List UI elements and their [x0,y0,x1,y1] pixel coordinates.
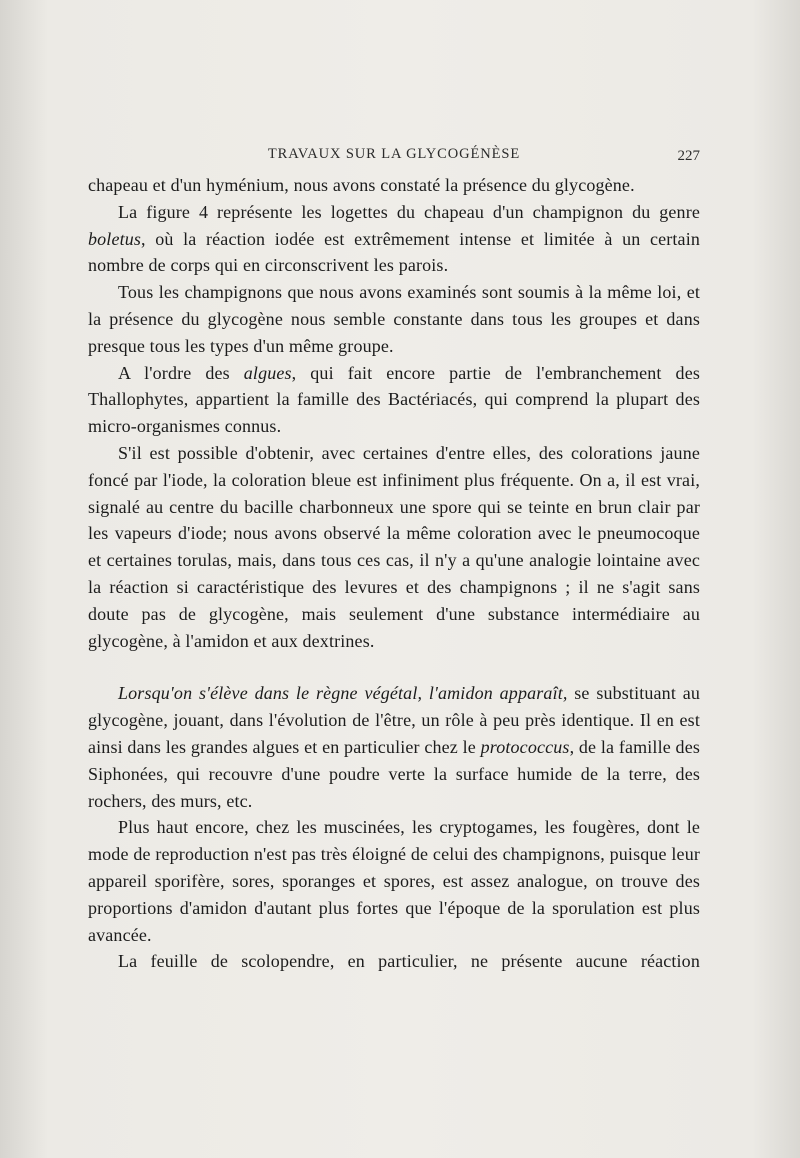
text-run: , de la famille des Siphonées, qui recouvre d'une poudre verte la surface humide de la terre, des rochers, des murs, etc. [88,736,700,811]
running-head [88,146,700,168]
paragraph [88,814,700,948]
text-run: Tous les champignons que nous avons examinés sont soumis à la même loi, et la présence du glycogène nous semble constante dans tous les groupes et dans presque tous les types d'un même groupe. [88,282,700,356]
paragraph [88,360,700,440]
paragraph [88,172,700,199]
text-run: S'il est possible d'obtenir, avec certaines d'entre elles, des colorations jaune foncé par l'iode, la coloration bleue est infiniment plus fréquente. On a, il est vrai, signalé au centre du bacille charbonneux une spore qui se teinte en brun clair par les vapeurs d'iode; nous avons observé la même coloration avec le pneumocoque et certaines torulas, mais, dans tous ces cas, il n'y a qu'une analogie lointaine avec la réaction si caractéristique des levures et des champignons ; il ne s'agit sans doute pas de glycogène, mais seulement d'une substance intermédiaire au glycogène, à l'amidon et aux dextrines. [88,442,700,651]
text-run: , qui fait encore partie de l'embranchement des Thallophytes, appartient la famille des Bactériacés, qui comprend la plupart des micro-organismes connus. [88,362,700,437]
italic-phrase: Lorsqu'on s'élève dans le règne végétal, l'amidon apparaît, [118,683,568,704]
running-title: TRAVAUX SUR LA GLYCOGÉNÈSE [267,146,521,162]
text-run: La figure 4 représente les logettes du chapeau d'un champignon du genre [118,201,700,222]
text-run: se substituant au glycogène, jouant, dans l'évolution de l'être, un rôle à peu près identique. Il en est ainsi dans les grandes algues et en particulier chez le [88,683,701,757]
text-run: A l'ordre des [118,362,244,383]
page-number: 227 [677,148,700,164]
paragraph [88,948,700,975]
text-run: Plus haut encore, chez les muscinées, les cryptogames, les fougères, dont le mode de reproduction n'est pas très éloigné de celui des champignons, puisque leur appareil sporifère, sores, sporanges et spores, est assez analogue, on trouve des proportions d'amidon d'autant plus fortes que l'époque de la sporulation est plus avancée. [88,817,700,945]
paragraph [88,440,700,654]
italic-term: boletus [88,228,142,249]
text-run: La feuille de scolopendre, en particulier, ne présente aucune réaction [118,951,700,972]
body-text [88,172,700,975]
text-run: chapeau et d'un hyménium, nous avons constaté la présence du glycogène. [88,175,635,195]
text-run: , où la réaction iodée est extrêmement intense et limitée à un certain nombre de corps qui en circonscrivent les parois. [88,228,700,276]
paragraph [88,279,700,359]
paragraph [88,199,700,279]
paragraph [88,680,700,814]
italic-term: protococcus [480,736,570,757]
italic-term: algues [243,362,292,383]
